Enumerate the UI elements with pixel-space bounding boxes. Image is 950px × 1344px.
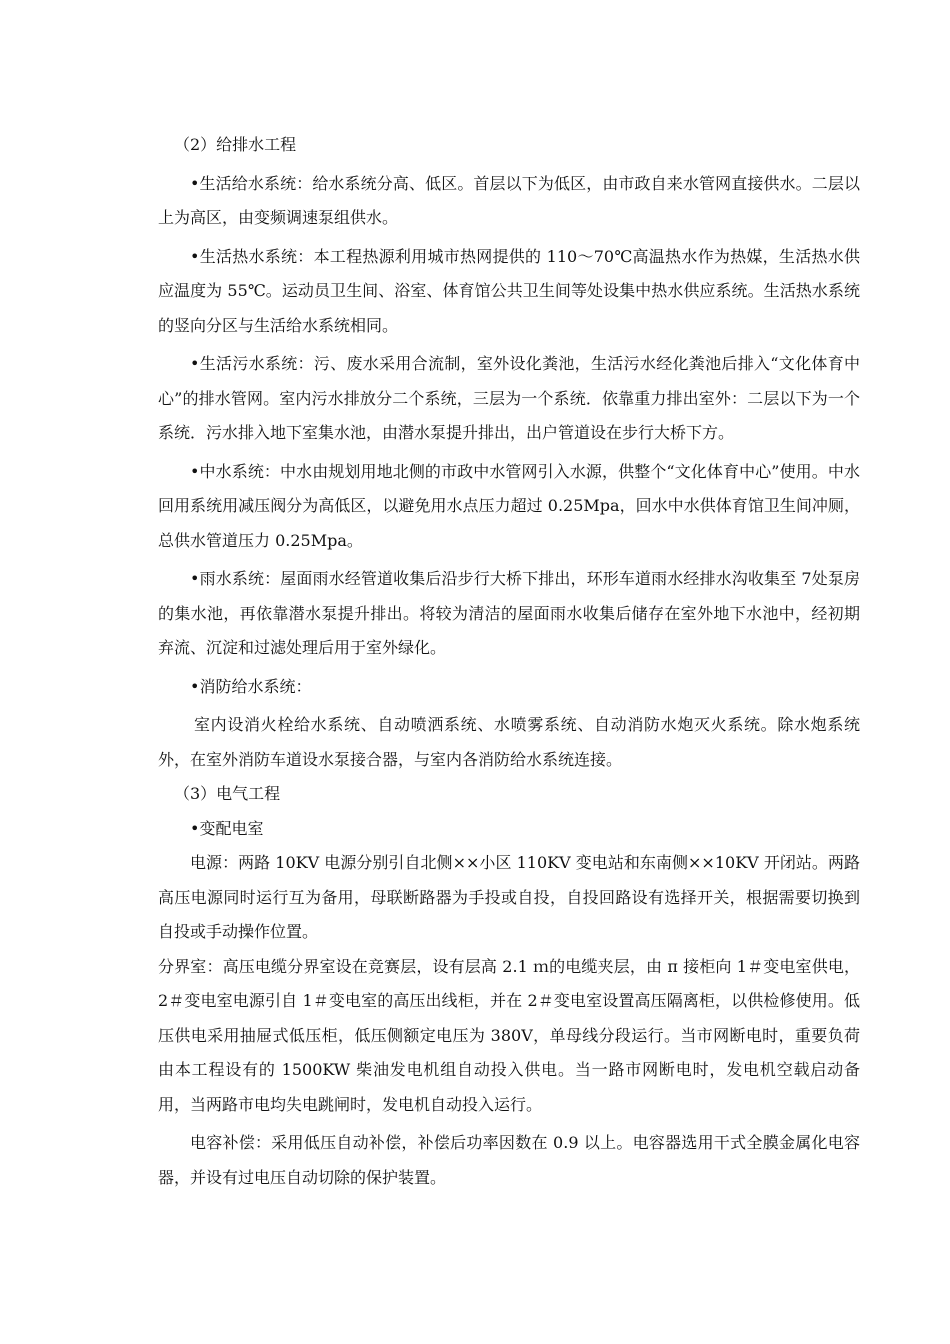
paragraph-capacitor-compensation: 电容补偿：采用低压自动补偿，补偿后功率因数在 0.9 以上。电容器选用干式全膜金属化电容器，并设有过电压自动切除的保护装置。 [158,1133,860,1187]
paragraph-power-source: 电源：两路 10KV 电源分别引自北侧××小区 110KV 变电站和东南侧××10KV 开闭站。两路高压电源同时运行互为备用，母联断路器为手投或自投，自投回路设有选择开关，根据需要切换到自投或手动操作位置。 [158,853,860,941]
paragraph-hot-water: •生活热水系统：本工程热源利用城市热网提供的 110～70℃高温热水作为热媒，生活热水供应温度为 55℃。运动员卫生间、浴室、体育馆公共卫生间等处设集中热水供应系统。生活热水系统的竖向分区与生活给水系统相同。 [158,246,860,335]
section-heading-electrical: （3）电气工程 [174,784,281,803]
document-body [158,128,860,1195]
paragraph-rainwater: •雨水系统：屋面雨水经管道收集后沿步行大桥下排出，环形车道雨水经排水沟收集至 7处泵房的集水池，再依靠潜水泵提升排出。将较为清洁的屋面雨水收集后储存在室外地下水池中，经初期弃流、沉淀和过滤处理后用于室外绿化。 [158,569,860,657]
paragraph-fire-water: 室内设消火栓给水系统、自动喷洒系统、水喷雾系统、自动消防水炮灭火系统。除水炮系统外，在室外消防车道设水泵接合器，与室内各消防给水系统连接。 [158,715,860,769]
paragraph-domestic-water: •生活给水系统：给水系统分高、低区。首层以下为低区，由市政自来水管网直接供水。二层以上为高区，由变频调速泵组供水。 [158,173,860,227]
paragraph-substation-heading: •变配电室 [190,818,264,838]
paragraph-sewage: •生活污水系统：污、废水采用合流制，室外设化粪池，生活污水经化粪池后排入“文化体育中心”的排水管网。室内污水排放分二个系统，三层为一个系统．依靠重力排出室外：二层以下为一个系统．污水排入地下室集水池，由潜水泵提升排出，出户管道设在步行大桥下方。 [158,354,860,442]
paragraph-fire-water-heading: •消防给水系统： [190,676,312,696]
section-heading-water: （2）给排水工程 [174,135,297,154]
paragraph-demarcation-room: 分界室：高压电缆分界室设在竞赛层，设有层高 2.1 ｍ的电缆夹层，由 π 接柜向 1＃变电室供电，2＃变电室电源引自 1＃变电室的高压出线柜，并在 2＃变电室设置高压隔离柜，以供检修使用。低压供电采用抽屉式低压柜，低压侧额定电压为 380V，单母线分段运行。当市网断电时，重要负荷由本工程设有的 1500KW 柴油发电机组自动投入供电。当一路市网断电时，发电机空载启动备用，当两路市电均失电跳闸时，发电机自动投入运行。 [158,956,860,1114]
paragraph-reclaimed-water: •中水系统：中水由规划用地北侧的市政中水管网引入水源，供整个“文化体育中心”使用。中水回用系统用减压阀分为高低区，以避免用水点压力超过 0.25Mpa，回水中水供体育馆卫生间冲厕，总供水管道压力 0.25Mpa。 [158,461,860,550]
